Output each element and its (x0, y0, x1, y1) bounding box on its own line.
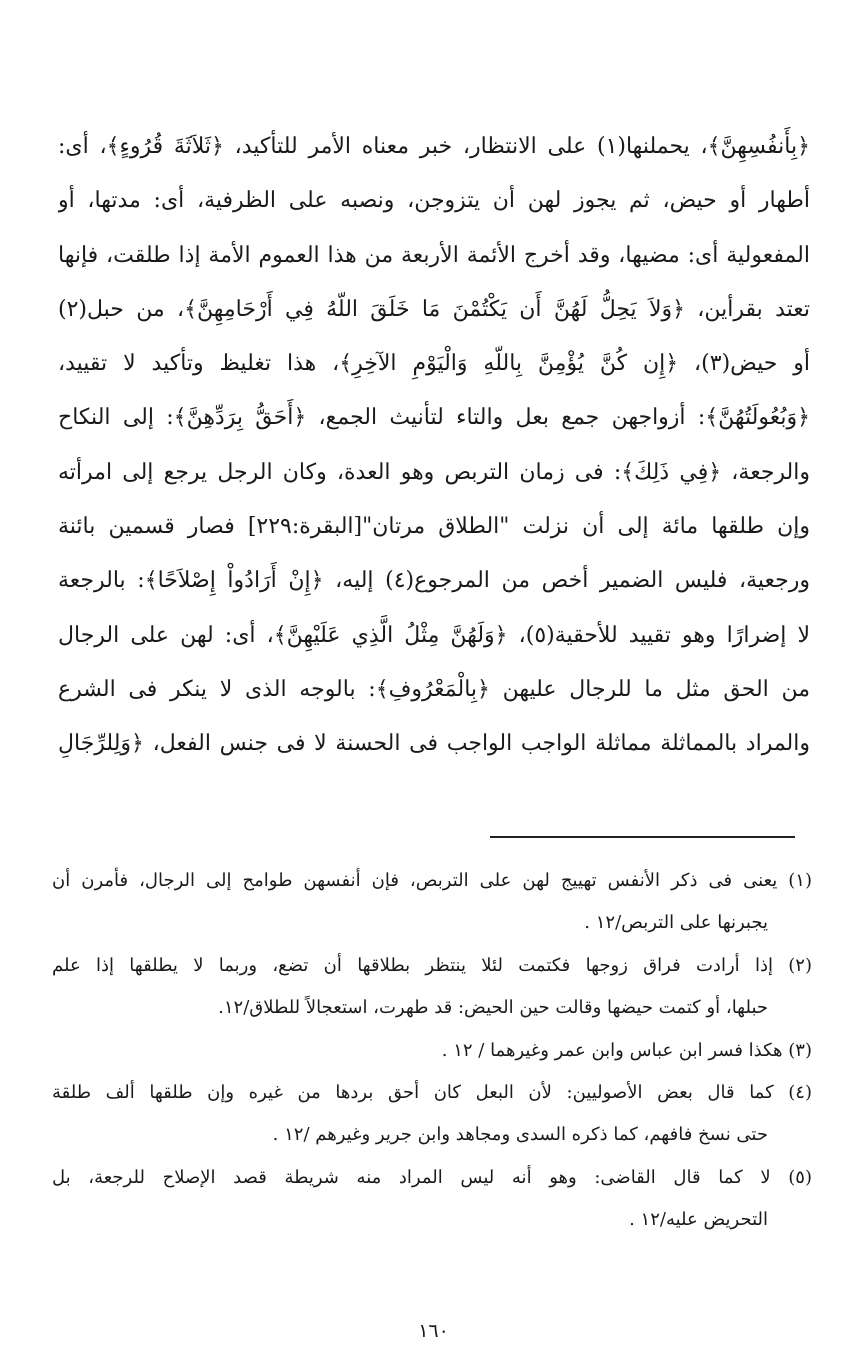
footnote-divider (490, 836, 795, 838)
footnote-line: التحريض عليه/١٢ . (629, 1209, 768, 1231)
text-line: وإن طلقها مائة إلى أن نزلت "الطلاق مرتان"[البقرة:٢٢٩] فصار قسمين بائنة (58, 514, 810, 540)
text-line: من الحق مثل ما للرجال عليهن ﴿بِالْمَعْرُوفِ﴾: بالوجه الذى لا ينكر فى الشرع (58, 676, 810, 702)
text-line: والمراد بالمماثلة مماثلة الواجب الواجب فى الحسنة لا فى جنس الفعل، ﴿وَلِلرِّجَالِ (58, 731, 810, 757)
text-line: ﴿وَبُعُولَتُهُنَّ﴾: أزواجهن جمع بعل والتاء لتأنيث الجمع، ﴿أَحَقُّ بِرَدِّهِنَّ﴾: إلى النكاح (58, 405, 810, 431)
page-number: ١٦٠ (418, 1320, 449, 1342)
footnote-2 (52, 945, 812, 1030)
text-line: لا إضرارًا وهو تقييد للأحقية(٥)، ﴿وَلَهُنَّ مِثْلُ الَّذِي عَلَيْهِنَّ﴾، أى: لهن على الرجال (58, 622, 810, 648)
footnote-5 (52, 1157, 812, 1242)
footnotes (52, 860, 812, 1242)
footnote-line: (١) يعنى فى ذكر الأنفس تهييج لهن على التربص، فإن أنفسهن طوامح إلى الرجال، فأمرن أن (52, 870, 812, 891)
text-line: أو حيض(٣)، ﴿إِن كُنَّ يُؤْمِنَّ بِاللّهِ وَالْيَوْمِ الآخِرِ﴾، هذا تغليظ وتأكيد لا تقييد، (58, 351, 810, 377)
footnote-3 (52, 1030, 812, 1072)
text-line: والرجعة، ﴿فِي ذَلِكَ﴾: فى زمان التربص وهو العدة، وكان الرجل يرجع إلى امرأته (58, 459, 810, 485)
footnote-line: حتى نسخ فافهم، كما ذكره السدى ومجاهد وابن جرير وغيرهم /١٢ . (272, 1124, 768, 1146)
footnote-line: (٢) إذا أرادت فراق زوجها فكتمت لئلا ينتظر بطلاقها أن تضع، وربما لا يطلقها إذا علم (52, 954, 812, 976)
footnote-line: (٣) هكذا فسر ابن عباس وابن عمر وغيرهما / ١٢ . (441, 1039, 812, 1061)
main-text (58, 120, 810, 772)
text-line: ورجعية، فليس الضمير أخص من المرجوع(٤) إليه، ﴿إِنْ أَرَادُواْ إِصْلاَحًا﴾: بالرجعة (58, 568, 810, 594)
text-line: ﴿بِأَنفُسِهِنَّ﴾، يحملنها(١) على الانتظار، خبر معناه الأمر للتأكيد، ﴿ثَلاَثَةَ قُرُوءٍ﴾، أى: (58, 134, 810, 159)
text-line: تعتد بقرأين، ﴿وَلاَ يَحِلُّ لَهُنَّ أَن يَكْتُمْنَ مَا خَلَقَ اللّهُ فِي أَرْحَامِهِنَّ﴾، من حبل(٢) (58, 296, 810, 322)
footnote-line: (٤) كما قال بعض الأصوليين: لأن البعل كان أحق بردها من غيره وإن طلقها ألف طلقة (52, 1081, 812, 1103)
footnote-1 (52, 860, 812, 945)
text-line: المفعولية أى: مضيها، وقد أخرج الأئمة الأربعة من هذا العموم الأمة إذا طلقت، فإنها (58, 242, 810, 268)
footnote-line: حبلها، أو كتمت حيضها وقالت حين الحيض: قد طهرت، استعجالاً للطلاق/١٢. (218, 997, 768, 1019)
footnote-line: (٥) لا كما قال القاضى: وهو أنه ليس المراد منه شريطة قصد الإصلاح للرجعة، بل (52, 1166, 812, 1188)
text-line: أطهار أو حيض، ثم يجوز لهن أن يتزوجن، ونصبه على الظرفية، أى: مدتها، أو (58, 188, 810, 214)
footnote-line: يجبرنها على التربص/١٢ . (584, 912, 768, 934)
footnote-4 (52, 1072, 812, 1157)
